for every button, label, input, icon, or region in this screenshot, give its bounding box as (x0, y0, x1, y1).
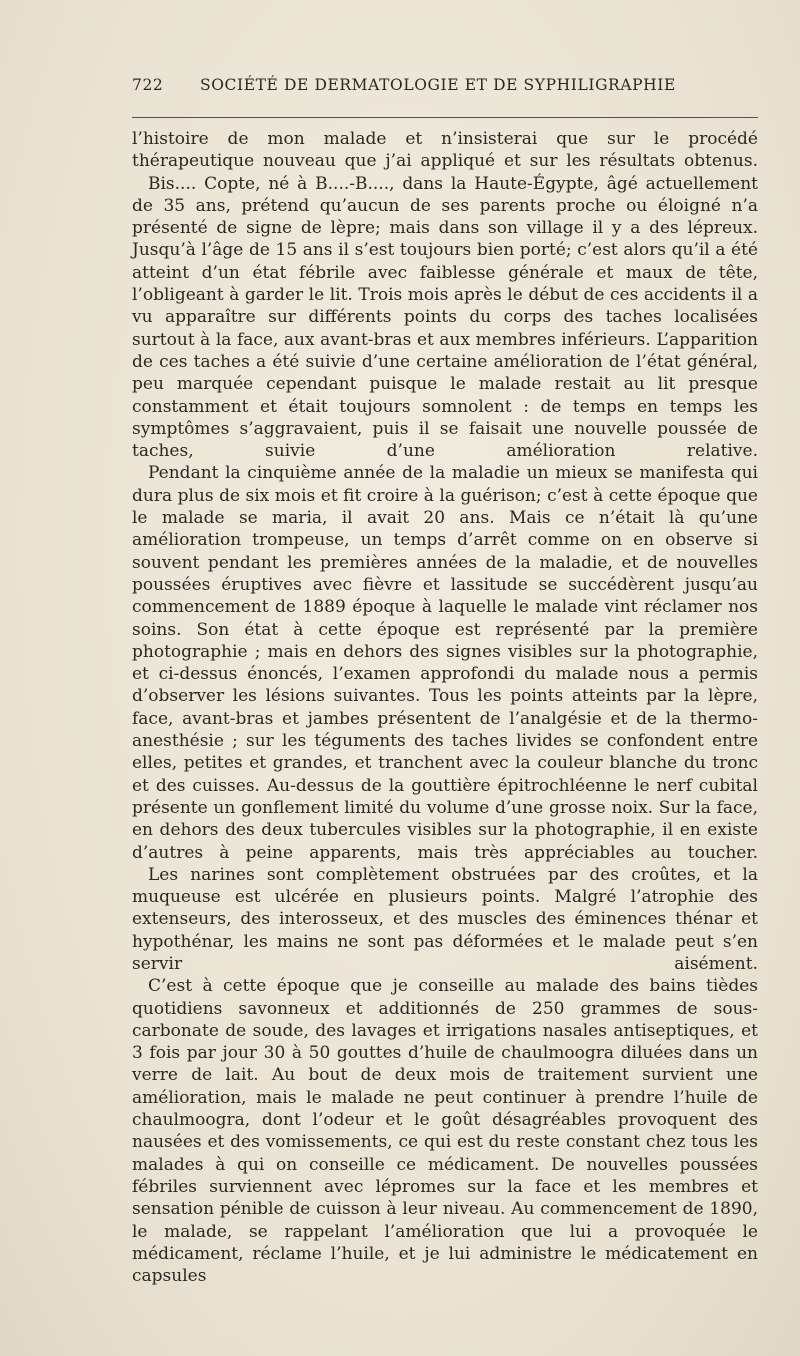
page-header (132, 76, 758, 104)
page-number: 722 (132, 76, 164, 94)
paragraph-case-history: Bis.... Copte, né à B....-B...., dans la Haute-Égypte, âgé actuellement de 35 ans, prétend qu’aucun de ses parents proche ou éloigné n’a présenté de signe de lèpre; mais dans son village il y a des lépreux. Jusqu’à l’âge de 15 ans il s’est toujours bien porté; c’est alors qu’il a été atteint d’un état fébrile avec faiblesse générale et maux de tête, l’obligeant à garder le lit. Trois mois après le début de ces accidents il a vu apparaître sur différents points du corps des taches localisées surtout à la face, aux avant-bras et aux membres inférieurs. L’apparition de ces taches a été suivie d’une certaine amélioration de l’état général, peu marquée cependant puisque le malade restait au lit presque constamment et était toujours somnolent : de temps en temps les symptômes s’aggravaient, puis il se faisait une nouvelle poussée de taches, suivie d’une amélioration relative. (132, 173, 758, 462)
paragraph-fifth-year: Pendant la cinquième année de la maladie un mieux se manifesta qui dura plus de six mois et fit croire à la guérison; c’est à cette époque que le malade se maria, il avait 20 ans. Mais ce n’était là qu’une amélioration trompeuse, un temps d’arrêt comme on en observe si souvent pendant les premières années de la maladie, et de nouvelles poussées éruptives avec fièvre et lassitude se succédèrent jusqu’au commencement de 1889 époque à laquelle le malade vint réclamer nos soins. Son état à cette époque est représenté par la première photographie ; mais en dehors des signes visibles sur la photographie, et ci-dessus énoncés, l’examen approfondi du malade nous a permis d’observer les lésions suivantes. Tous les points atteints par la lèpre, face, avant-bras et jambes présentent de l’analgésie et de la thermo-anesthésie ; sur les téguments des taches livides se confondent entre elles, petites et grandes, et tranchent avec la couleur blanche du tronc et des cuisses. Au-dessus de la gouttière épitrochléenne le nerf cubital présente un gonflement limité du volume d’une grosse noix. Sur la face, en dehors des deux tubercules visibles sur la photographie, il en existe d’autres à peine apparents, mais très appréciables au toucher. (132, 463, 758, 863)
paragraph-nostrils: Les narines sont complètement obstruées par des croûtes, et la muqueuse est ulcérée en plusieurs points. Malgré l’atrophie des extenseurs, des interosseux, et des muscles des éminences thénar et hypothénar, les mains ne sont pas déformées et le malade peut s’en servir aisément. (132, 864, 758, 974)
paragraph-continuation: l’histoire de mon malade et n’insisterai que sur le procédé thérapeutique nouveau que j’ai appliqué et sur les résultats obtenus. (132, 129, 758, 172)
running-title: SOCIÉTÉ DE DERMATOLOGIE ET DE SYPHILIGRAPHIE (200, 76, 676, 94)
paragraph-treatment: C’est à cette époque que je conseille au malade des bains tièdes quotidiens savonneux et additionnés de 250 grammes de sous-carbonate de soude, des lavages et irrigations nasales antiseptiques, et 3 fois par jour 30 à 50 gouttes d’huile de chaulmoogra diluées dans un verre de lait. Au bout de deux mois de traitement survient une amélioration, mais le malade ne peut continuer à prendre l’huile de chaulmoogra, dont l’odeur et le goût désagréables provoquent des nausées et des vomissements, ce qui est du reste constant chez tous les malades à qui on conseille ce médicament. De nouvelles poussées fébriles surviennent avec lépromes sur la face et les membres et sensation pénible de cuisson à leur niveau. Au commencement de 1890, le malade, se rappelant l’amélioration que lui a provoquée le médicament, réclame l’huile, et je lui administre le médicatement en capsules (132, 976, 758, 1287)
header-rule (132, 117, 758, 118)
body-text (132, 128, 758, 1287)
